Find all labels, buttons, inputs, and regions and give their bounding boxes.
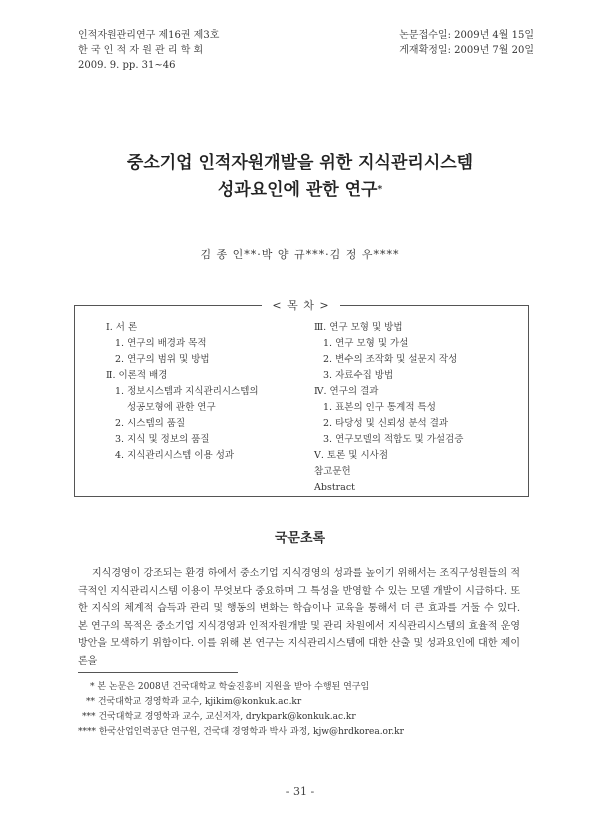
footnote: * 본 논문은 2008년 건국대학교 학술진흥비 지원을 받아 수행된 연구임: [90, 682, 370, 692]
toc-item: Ⅱ. 이론적 배경: [106, 370, 168, 381]
submission-dates: [399, 28, 534, 58]
toc-item: 1. 연구의 배경과 목적: [115, 338, 207, 349]
toc-item: 성공모형에 관한 연구: [127, 402, 216, 413]
title-line-2: [0, 177, 600, 203]
toc-item: 2. 연구의 범위 및 방법: [115, 354, 210, 365]
toc-item: Ⅲ. 연구 모형 및 방법: [314, 322, 403, 333]
toc-item: 2. 타당성 및 신뢰성 분석 결과: [323, 418, 449, 429]
toc-item: 1. 정보시스템과 지식관리시스템의: [115, 386, 259, 397]
footnotes: [78, 680, 404, 740]
toc-item: Ⅰ. 서 론: [106, 322, 138, 333]
toc-heading: < 목 차 >: [262, 297, 340, 313]
footnote: **** 한국산업인력공단 연구원, 건국대 경영학과 박사 과정, kjw@hrdkorea.or.kr: [78, 727, 404, 737]
abstract-body: [78, 565, 520, 670]
authors: 김 종 인**·박 양 규***·김 정 우****: [200, 248, 400, 261]
toc-item: Ⅴ. 토론 및 시사점: [314, 450, 389, 461]
abstract-title: 국문초록: [274, 531, 326, 546]
toc-item: 1. 표본의 인구 통계적 특성: [323, 402, 436, 413]
toc-item: 3. 자료수집 방법: [323, 370, 394, 381]
toc-item: 2. 시스템의 품질: [115, 418, 186, 429]
title-line-1: 중소기업 인적자원개발을 위한 지식관리시스템: [126, 153, 474, 173]
toc-item: 참고문헌: [314, 466, 351, 477]
received-date: 논문접수일: 2009년 4월 15일: [399, 30, 534, 41]
toc-item: Abstract: [314, 482, 355, 493]
page-number: - 31 -: [285, 785, 315, 798]
title-line-2-text: 성과요인에 관한 연구: [217, 180, 378, 200]
abstract-paragraph: 지식경영이 강조되는 환경 하에서 중소기업 지식경영의 성과를 높이기 위해서는 조직구성원들의 적극적인 지식관리시스템 이용이 무엇보다 중요하며 그 특성을 반영할 수 있는 모델 개발이 시급하다. 또한 지식의 체계적 습득과 관리 및 행동의 변화는 학습이나 교육을 통해서 더 큰 효과를 거둘 수 있다. 본 연구의 목적은 중소기업 지식경영과 인적자원개발 및 관리 차원에서 지식관리시스템의 효율적 운영방안을 모색하기 위함이다. 이를 위해 본 연구는 지식관리시스템에 대한 산출 및 성과요인에 대한 제이론을: [78, 568, 520, 667]
title-footnote-mark: *: [377, 185, 383, 195]
toc-right-column: [314, 320, 463, 496]
footnote: ** 건국대학교 경영학과 교수, kjikim@konkuk.ac.kr: [86, 697, 302, 707]
toc-item: 4. 지식관리시스템 이용 성과: [115, 450, 235, 461]
journal-info: [78, 28, 219, 73]
accepted-date: 게재확정일: 2009년 7월 20일: [399, 45, 534, 56]
toc-left-column: [106, 320, 259, 464]
toc-item: 3. 지식 및 정보의 품질: [115, 434, 210, 445]
issue-pages: 2009. 9. pp. 31~46: [78, 60, 176, 71]
society-name: 한 국 인 적 자 원 관 리 학 회: [78, 45, 204, 56]
footnote: *** 건국대학교 경영학과 교수, 교신저자, drykpark@konkuk.ac.kr: [82, 712, 356, 722]
toc-item: 2. 변수의 조작화 및 설문지 작성: [323, 354, 458, 365]
footnote-divider: [78, 672, 238, 673]
toc-item: 3. 연구모델의 적합도 및 가설검증: [323, 434, 464, 445]
journal-name: 인적자원관리연구 제16권 제3호: [78, 30, 220, 41]
toc-item: Ⅳ. 연구의 결과: [314, 386, 379, 397]
toc-item: 1. 연구 모형 및 가설: [323, 338, 409, 349]
